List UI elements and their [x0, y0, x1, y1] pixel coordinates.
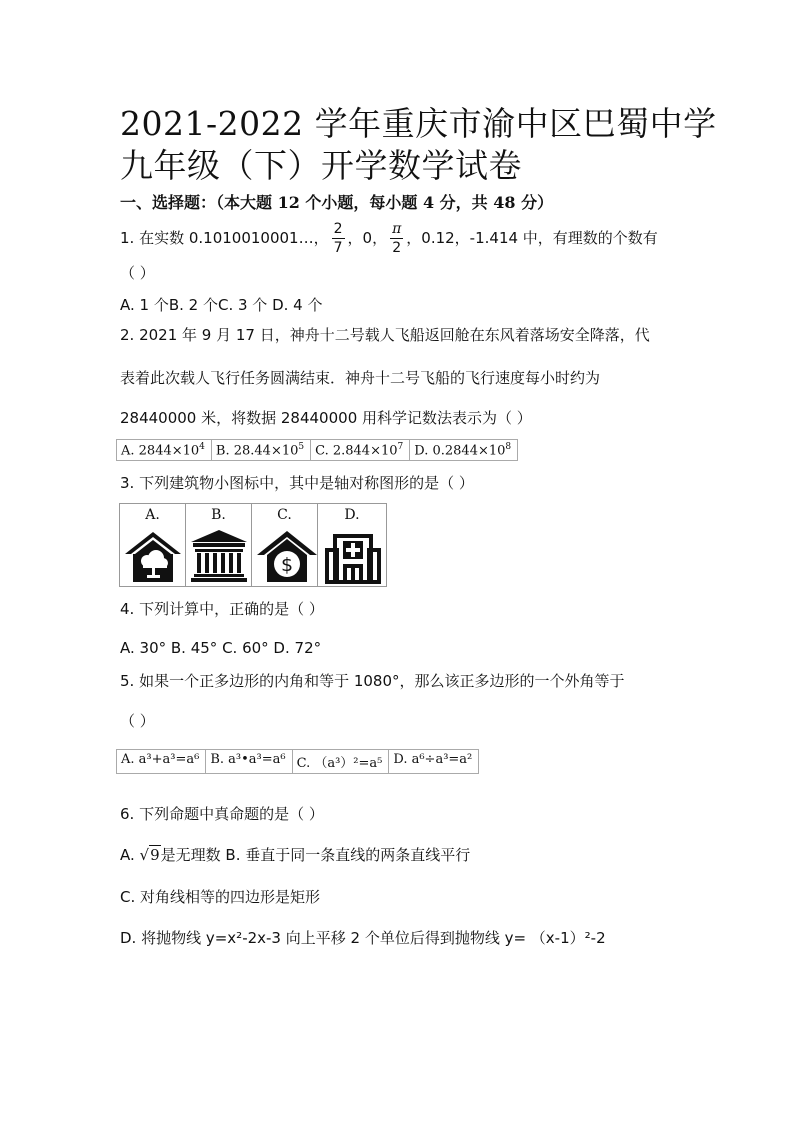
- bank-icon: [189, 528, 249, 584]
- question-6: 6. 下列命题中真命题的是（ ）: [120, 805, 324, 823]
- section-heading: 一、选择题：（本大题 12 个小题，每小题 4 分，共 48 分）: [120, 193, 554, 212]
- sqrt-9: √9: [139, 846, 160, 864]
- question-2-line3: 28440000 米，将数据 28440000 用科学记数法表示为（ ）: [120, 409, 532, 427]
- q3-option-a: [120, 504, 186, 586]
- option-text: D. 0.2844×10: [414, 443, 506, 459]
- q6-option-a-b-text: 是无理数 B. 垂直于同一条直线的两条直线平行: [160, 846, 471, 864]
- fraction-2-7: [332, 222, 345, 255]
- option-label: B.: [211, 507, 226, 523]
- q6-option-c: C. 对角线相等的四边形是矩形: [120, 888, 321, 906]
- q5-option-d: D. a⁶÷a³=a²: [393, 752, 473, 767]
- option-exponent: 4: [199, 442, 205, 452]
- house-cloud-icon: [123, 528, 183, 584]
- dollar-sign: $: [280, 554, 294, 576]
- option-text: B. 28.44×10: [215, 443, 299, 459]
- q2-option-a: [117, 440, 212, 460]
- q2-option-b: [212, 440, 311, 460]
- fraction-numerator: 2: [333, 221, 343, 237]
- q5-answer-paren: （ ）: [120, 712, 155, 730]
- hospital-icon: [321, 528, 385, 584]
- question-1: [120, 222, 658, 255]
- question-4: 4. 下列计算中，正确的是（ ）: [120, 600, 324, 618]
- q4-options: A. 30° B. 45° C. 60° D. 72°: [120, 639, 322, 657]
- q3-icon-table: [119, 503, 387, 587]
- option-exponent: 8: [505, 442, 512, 452]
- q1-prefix: 1. 在实数 0.1010010001…，: [120, 229, 329, 247]
- q1-options: A. 1 个B. 2 个C. 3 个 D. 4 个: [120, 296, 323, 314]
- option-exponent: 7: [397, 442, 404, 452]
- question-2-line1: 2. 2021 年 9 月 17 日，神舟十二号载人飞船返回舱在东风着落场安全降落，代: [120, 326, 650, 344]
- q2-options-table: [116, 439, 518, 461]
- question-2-line2: 表着此次载人飞行任务圆满结束．神舟十二号飞船的飞行速度每小时约为: [120, 369, 601, 387]
- option-label: C.: [277, 507, 292, 523]
- q6-option-a-label: A.: [120, 846, 140, 864]
- exam-title-line2: 九年级（下）开学数学试卷: [120, 146, 522, 185]
- q1-answer-paren: （ ）: [120, 264, 155, 282]
- q1-suffix: ，0.12，-1.414 中，有理数的个数有: [406, 229, 658, 247]
- q5-option-c: C. （a³）²=a⁵: [293, 750, 390, 773]
- fraction-denominator: 7: [333, 240, 343, 256]
- q5-option-b: B. a³•a³=a⁶: [206, 750, 292, 773]
- option-exponent: 5: [298, 442, 305, 452]
- option-text: A. 2844×10: [121, 443, 200, 459]
- fraction-denominator: 2: [392, 240, 402, 256]
- question-3: 3. 下列建筑物小图标中，其中是轴对称图形的是（ ）: [120, 474, 474, 492]
- q3-option-b: [186, 504, 252, 586]
- q3-option-c: [252, 504, 318, 586]
- option-label: D.: [344, 507, 360, 523]
- q2-option-c: [311, 440, 410, 460]
- radicand: 9: [150, 846, 160, 864]
- house-dollar-icon: [255, 528, 319, 584]
- option-label: A.: [145, 507, 160, 523]
- q1-mid: ，0，: [347, 229, 388, 247]
- question-5: 5. 如果一个正多边形的内角和等于 1080°，那么该正多边形的一个外角等于: [120, 672, 625, 690]
- q2-option-d: [410, 440, 517, 460]
- fraction-pi-2: [390, 222, 403, 255]
- exam-title-line1: 2021-2022 学年重庆市渝中区巴蜀中学: [120, 104, 717, 143]
- q6-option-d: D. 将抛物线 y=x²-2x-3 向上平移 2 个单位后得到抛物线 y= （x-1）²-2: [120, 929, 606, 947]
- q5-options-table: [116, 749, 479, 774]
- q5-option-a: A. a³+a³=a⁶: [117, 750, 206, 773]
- q6-options-ab: [120, 844, 470, 865]
- q3-option-d: [318, 504, 386, 586]
- option-text: C. 2.844×10: [315, 443, 398, 459]
- fraction-numerator: π: [392, 221, 402, 237]
